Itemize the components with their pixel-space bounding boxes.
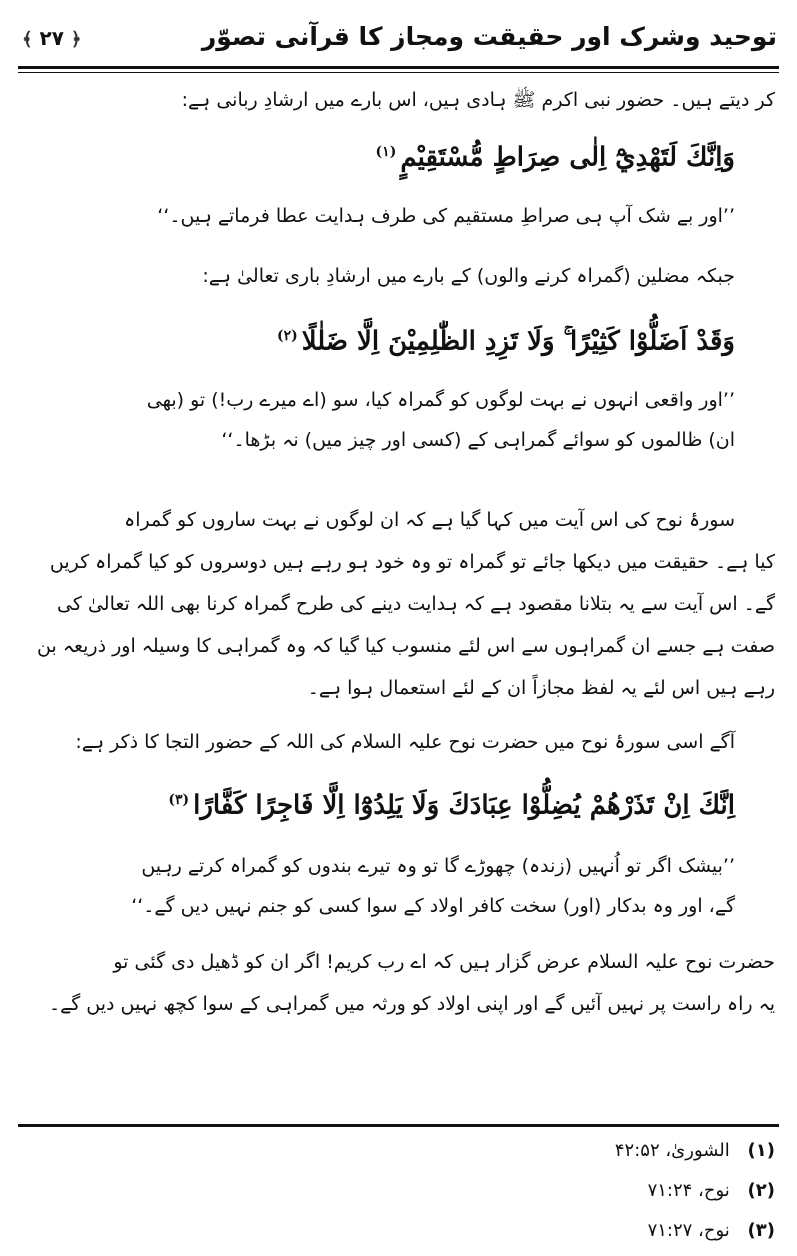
page-number	[22, 26, 81, 50]
text-line: آگے اسی سورۂ نوح میں حضرت نوح علیہ السلام کی اللہ کے حضور التجا کا ذکر ہے:	[75, 731, 735, 753]
paragraph-line: گے۔ اس آیت سے یہ بتلانا مقصود ہے کہ ہدایت دینے کی طرح گمراہ کرنا بھی اللہ تعالیٰ کی	[57, 593, 775, 615]
text-line: جبکہ مضلین (گمراہ کرنے والوں) کے بارے میں ارشادِ باری تعالیٰ ہے:	[202, 265, 735, 287]
verse-translation: گے، اور وہ بدکار (اور) سخت کافر اولاد کے سوا کسی کو جنم نہیں دیں گے۔‘‘	[131, 895, 735, 917]
page-number-value: ۲۷	[39, 26, 64, 50]
footnote-2	[648, 1180, 775, 1201]
text-line: کر دیتے ہیں۔ حضور نبی اکرم ﷺ ہادی ہیں، اس بارے میں ارشادِ ربانی ہے:	[181, 89, 775, 111]
paragraph-line: سورۂ نوح کی اس آیت میں کہا گیا ہے کہ ان لوگوں نے بہت ساروں کو گمراہ	[124, 509, 735, 531]
footnote-1	[615, 1140, 775, 1161]
paragraph-line: صفت ہے جسے ان گمراہوں سے اس لئے منسوب کیا گیا کہ وہ گمراہی کا وسیلہ اور ذریعہ بن	[37, 635, 775, 657]
quran-verse-3	[168, 782, 735, 824]
footnote-text: نوح، ۷۱:۲۷	[647, 1220, 730, 1241]
header-rule-thick	[18, 66, 779, 69]
footnote-text: الشوریٰ، ۴۲:۵۲	[614, 1140, 730, 1161]
footnote-ref: (۱)	[375, 144, 397, 160]
paragraph-line: یہ راہ راست پر نہیں آئیں گے اور اپنی اولاد کو ورثہ میں گمراہی کے سوا کچھ نہیں دیں گے۔	[48, 993, 775, 1015]
paragraph-line: حضرت نوح علیہ السلام عرض گزار ہیں کہ اے رب کریم! اگر ان کو ڈھیل دی گئی تو	[113, 951, 775, 973]
footnote-number: (۲)	[747, 1180, 775, 1201]
footnote-number: (۳)	[747, 1220, 775, 1241]
footnote-number: (۱)	[747, 1140, 775, 1161]
footnote-3	[648, 1220, 775, 1241]
ornament-right: ﴿	[70, 29, 82, 50]
footnote-ref: (۲)	[276, 328, 298, 344]
verse-translation: ان) ظالموں کو سوائے گمراہی کے (کسی اور چیز میں) نہ بڑھا۔‘‘	[221, 429, 735, 451]
footnote-rule	[18, 1124, 779, 1127]
footnote-text: نوح، ۷۱:۲۴	[647, 1180, 730, 1201]
verse-translation: ’’بیشک اگر تو اُنہیں (زندہ) چھوڑے گا تو وہ تیرے بندوں کو گمراہ کرتے رہیں	[141, 855, 735, 877]
paragraph-line: کیا ہے۔ حقیقت میں دیکھا جائے تو گمراہ تو وہ خود ہو رہے ہیں دوسروں کو کیا گمراہ کریں	[49, 551, 775, 573]
paragraph-line: رہے ہیں اس لئے یہ لفظ مجازاً ان کے لئے استعمال ہوا ہے۔	[307, 677, 775, 699]
ornament-left: ﴾	[22, 29, 33, 50]
verse-translation: ’’اور واقعی انہوں نے بہت لوگوں کو گمراہ کیا، سو (اے میرے رب!) تو (بھی	[146, 389, 735, 411]
quran-verse-2	[277, 318, 735, 360]
quran-verse-1	[376, 134, 735, 176]
verse-text: وَاِنَّكَ لَتَهْدِيْٓ اِلٰى صِرَاطٍ مُّسْتَقِيْمٍ	[400, 142, 735, 173]
footnote-ref: (۳)	[168, 792, 190, 808]
verse-translation: ’’اور بے شک آپ ہی صراطِ مستقیم کی طرف ہدایت عطا فرماتے ہیں۔‘‘	[157, 205, 735, 227]
verse-text: اِنَّكَ اِنْ تَذَرْهُمْ يُضِلُّوْا عِبَادَكَ وَلَا يَلِدُوْٓا اِلَّا فَاجِرًا كَفَّارًا	[193, 790, 735, 821]
running-title: توحید وشرک اور حقیقت ومجاز کا قرآنی تصوّر	[201, 22, 777, 51]
verse-text: وَقَدْ اَضَلُّوْا كَثِيْرًا ۚ وَلَا تَزِدِ الظّٰلِمِيْنَ اِلَّا ضَلٰلًا	[301, 326, 735, 357]
header-rule-thin	[18, 72, 779, 73]
page-header	[18, 14, 779, 74]
